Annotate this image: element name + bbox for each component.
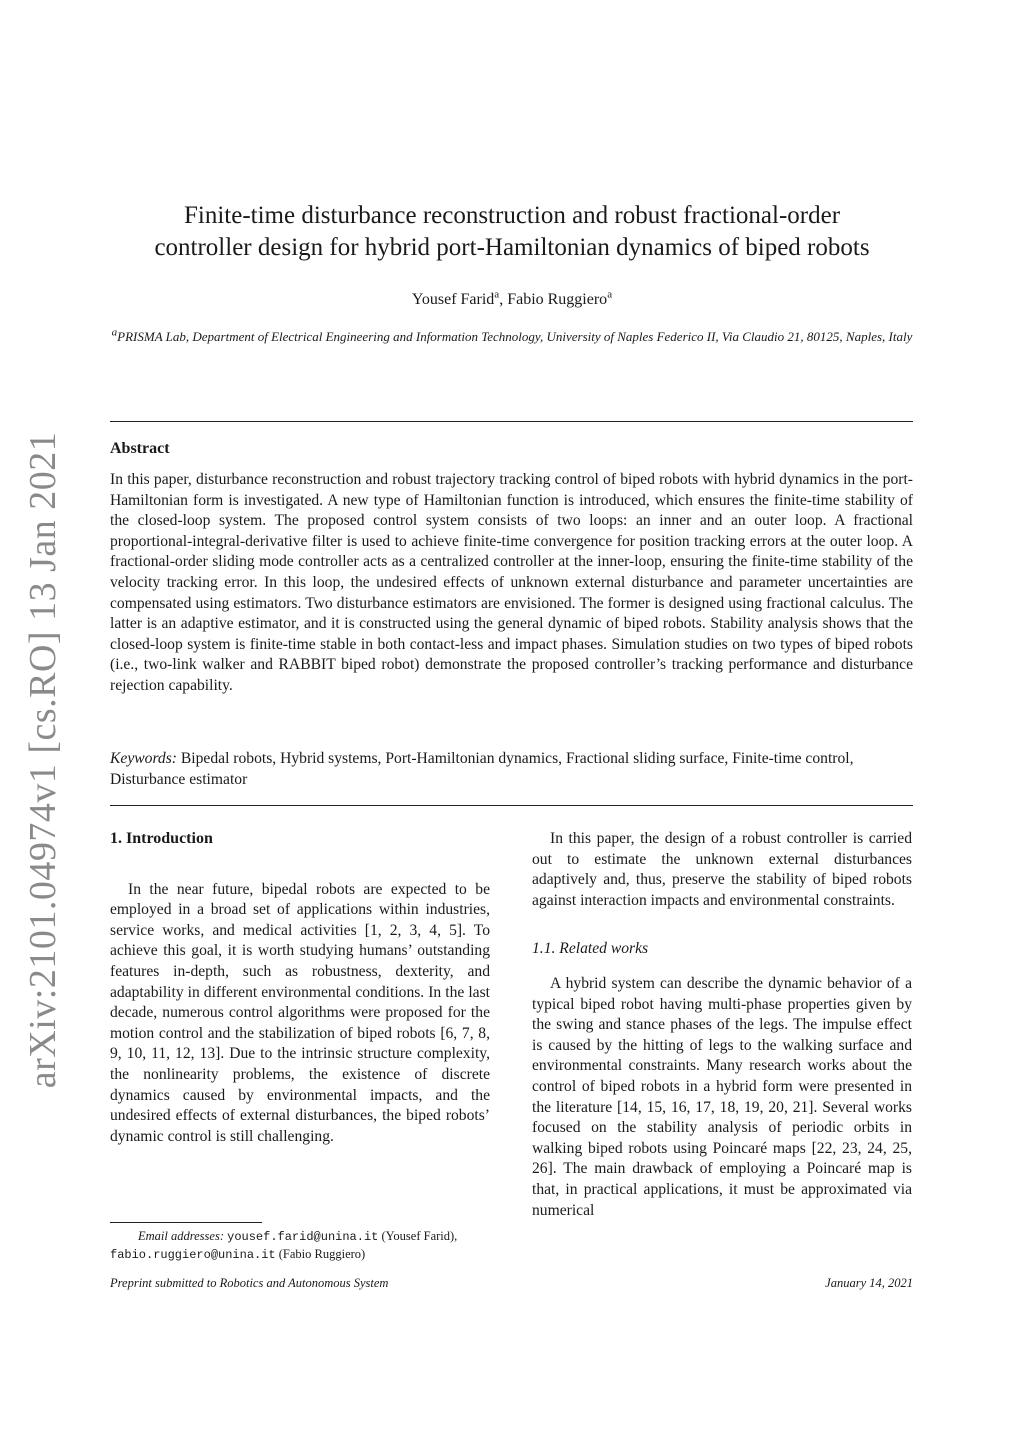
- right-column: [532, 829, 912, 1221]
- bottom-rule: [110, 805, 913, 806]
- footnote-rule: [110, 1222, 262, 1223]
- related-works-paragraph: A hybrid system can describe the dynamic behavior of a typical biped robot having multi-phase properties given by the swing and stance phases of the legs. The impulse effect is caused by the hitting of legs to the walking surface and environmental constraints. Many research works about the control of biped robots in a hybrid form were presented in the literature [14, 15, 16, 17, 18, 19, 20, 21]. Several works focused on the stability analysis of periodic orbits in walking biped robots using Poincaré maps [22, 23, 24, 25, 26]. The main drawback of employing a Poincaré map is that, in practical applications, it must be approximated via numerical: [532, 974, 912, 1219]
- intro-paragraph: In this paper, the design of a robust controller is carried out to estimate the unknown external disturbances adaptively and, thus, preserve the stability of biped robots against interaction impacts and environmental constraints.: [532, 830, 912, 909]
- author-name: Fabio Ruggiero: [507, 291, 608, 308]
- author-name: Yousef Farid: [411, 291, 495, 308]
- footer-preprint: Preprint submitted to Robotics and Autonomous System: [110, 1276, 389, 1290]
- title-line-1: Finite-time disturbance reconstruction and robust fractional-order: [183, 202, 841, 229]
- footnote-label: Email addresses:: [138, 1229, 224, 1243]
- subsection-heading: 1.1. Related works: [532, 940, 649, 958]
- keywords: [110, 749, 913, 790]
- keywords-text: Bipedal robots, Hybrid systems, Port-Hamiltonian dynamics, Fractional sliding surface, Finite-time control, Disturbance estimator: [110, 750, 854, 788]
- footer-date: January 14, 2021: [825, 1276, 913, 1290]
- intro-paragraph: In the near future, bipedal robots are expected to be employed in a broad set of applications within industries, service works, and medical activities [1, 2, 3, 4, 5]. To achieve this goal, it is worth studying humans’ outstanding features in-depth, such as robustness, dexterity, and adaptability in different environmental conditions. In the last decade, numerous control algorithms were proposed for the motion control and the stabilization of biped robots [6, 7, 8, 9, 10, 11, 12, 13]. Due to the intrinsic structure complexity, the nonlinearity problems, the existence of discrete dynamics caused by environmental impacts, and the undesired effects of external disturbances, the biped robots’ dynamic control is still challenging.: [110, 880, 490, 1145]
- arxiv-stamp: [20, 431, 66, 1089]
- left-column: [110, 829, 490, 1147]
- affiliation-mark: a: [111, 326, 118, 339]
- author-affil-mark: a: [607, 288, 613, 301]
- footnote: [110, 1228, 490, 1264]
- author-separator: ,: [499, 291, 508, 308]
- keywords-label: Keywords:: [110, 750, 177, 767]
- footnote-name: (Fabio Ruggiero): [275, 1247, 366, 1261]
- affiliation-text: PRISMA Lab, Department of Electrical Engineering and Information Technology, University of Naples Federico II, Via Claudio 21, 80125, Naples, Italy: [117, 329, 913, 344]
- title-line-2: controller design for hybrid port-Hamiltonian dynamics of biped robots: [154, 234, 870, 261]
- email-link[interactable]: yousef.farid@unina.it: [227, 1230, 379, 1244]
- affiliation: [110, 328, 914, 345]
- email-link[interactable]: fabio.ruggiero@unina.it: [110, 1248, 276, 1262]
- paper-title: [100, 200, 924, 264]
- abstract-text: In this paper, disturbance reconstruction and robust trajectory tracking control of biped robots with hybrid dynamics in the port-Hamiltonian form is investigated. A new type of Hamiltonian function is introduced, which ensures the finite-time stability of the closed-loop system. The proposed control system consists of two loops: an inner and an outer loop. A fractional proportional-integral-derivative filter is used to achieve finite-time convergence for position tracking errors at the outer loop. A fractional-order sliding mode controller acts as a centralized controller at the inner-loop, ensuring the finite-time stability of the velocity tracking error. In this loop, the undesired effects of unknown external disturbance and parameter uncertainties are compensated using estimators. Two disturbance estimators are envisioned. The former is designed using fractional calculus. The latter is an adaptive estimator, and it is constructed using the general dynamic of biped robots. Stability analysis shows that the closed-loop system is finite-time stable in both contact-less and impact phases. Simulation studies on two types of biped robots (i.e., two-link walker and RABBIT biped robot) demonstrate the proposed controller’s tracking performance and disturbance rejection capability.: [110, 471, 913, 694]
- abstract-heading: Abstract: [110, 440, 170, 457]
- author-list: [100, 288, 924, 309]
- section-heading: 1. Introduction: [110, 830, 213, 847]
- author-affil-mark: a: [494, 288, 500, 301]
- arxiv-id: arXiv:2101.04974v1 [cs.RO] 13 Jan 2021: [22, 431, 64, 1089]
- top-rule: [110, 421, 913, 422]
- footnote-name: (Yousef Farid),: [378, 1229, 458, 1243]
